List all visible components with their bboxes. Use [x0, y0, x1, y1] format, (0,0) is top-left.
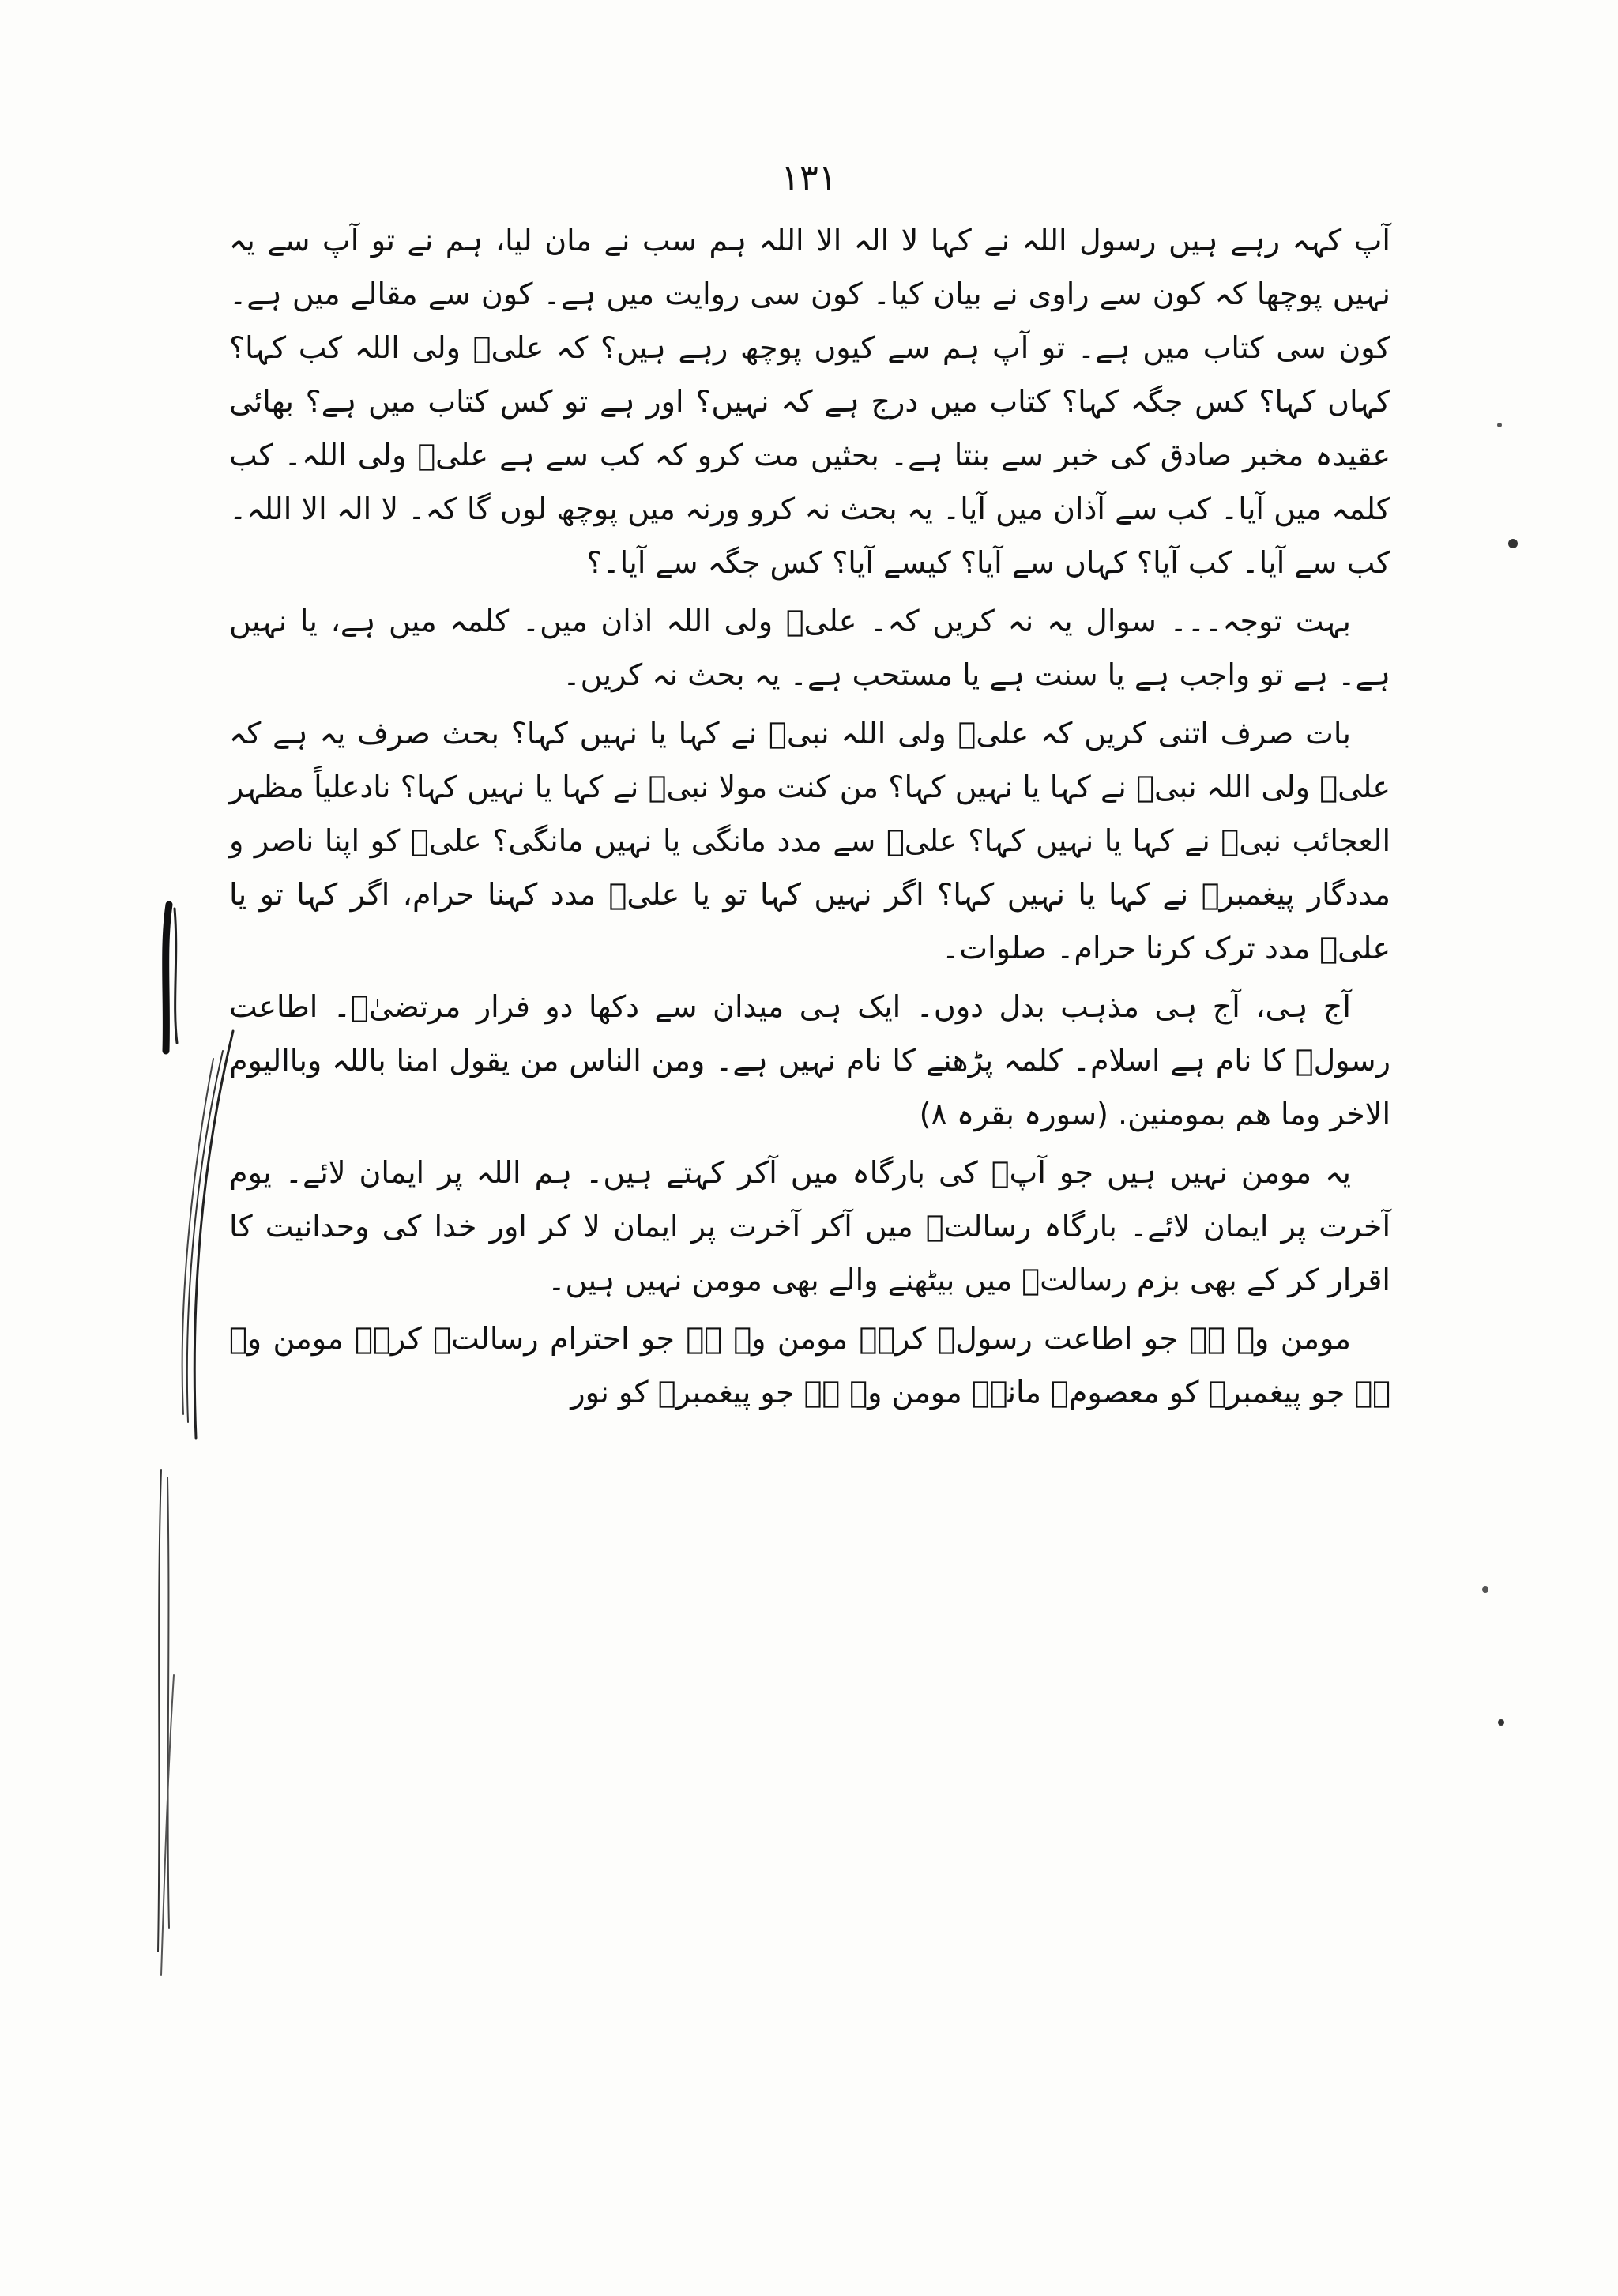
margin-stroke-1 — [166, 905, 169, 1051]
margin-stroke-5 — [182, 1059, 213, 1414]
margin-stroke-2 — [175, 909, 177, 1043]
scan-speck-4 — [1498, 1719, 1504, 1726]
paragraph-5: یہ مومن نہیں ہیں جو آپؐ کی بارگاہ میں آکر کہتے ہیں۔ ہم اللہ پر ایمان لائے۔ یوم آخرت پر ایمان لائے۔ بارگاہ رسالتؐ میں آکر آخرت پر ایمان لا کر اور خدا کی وحدانیت کا اقرار کر کے بھی بزم رسالتؐ میں بیٹھنے والے بھی مومن نہیں ہیں۔ — [229, 1155, 1390, 1297]
paragraph-1: آپ کہہ رہے ہیں رسول اللہ نے کہا لا الہ الا اللہ ہم سب نے مان لیا، ہم نے تو آپ سے یہ نہیں پوچھا کہ کون سے راوی نے بیان کیا۔ کون سی روایت میں ہے۔ کون سے مقالے میں ہے۔ کون سی کتاب میں ہے۔ تو آپ ہم سے کیوں پوچھ رہے ہیں؟ کہ علیؑ ولی اللہ کب کہا؟ کہاں کہا؟ کس جگہ کہا؟ کتاب میں درج ہے کہ نہیں؟ اور ہے تو کس کتاب میں ہے؟ بھائی عقیدہ مخبر صادق کی خبر سے بنتا ہے۔ بحثیں مت کرو کہ کب سے ہے علیؑ ولی اللہ۔ کب کلمہ میں آیا۔ کب سے آذان میں آیا۔ یہ بحث نہ کرو ورنہ میں پوچھ لوں گا کہ۔ لا الہ الا اللہ۔ کب سے آیا۔ کب آیا؟ کہاں سے آیا؟ کیسے آیا؟ کس جگہ سے آیا۔؟ — [229, 223, 1390, 580]
scan-speck-1 — [1497, 423, 1502, 427]
scan-speck-3 — [1482, 1586, 1488, 1593]
paragraph-2: بہت توجہ۔۔۔ سوال یہ نہ کریں کہ۔ علیؑ ولی اللہ اذان میں۔ کلمہ میں ہے، یا نہیں ہے۔ ہے تو واجب ہے یا سنت ہے یا مستحب ہے۔ یہ بحث نہ کریں۔ — [229, 604, 1390, 692]
body-text — [229, 213, 1390, 1424]
paragraph-3: بات صرف اتنی کریں کہ علیؑ ولی اللہ نبیؐ نے کہا یا نہیں کہا؟ بحث صرف یہ ہے کہ علیؑ ولی اللہ نبیؐ نے کہا یا نہیں کہا؟ من کنت مولا نبیؐ نے کہا یا نہیں کہا؟ نادعلیاً مظہر العجائب نبیؐ نے کہا یا نہیں کہا؟ علیؑ سے مدد مانگی یا نہیں مانگی؟ علیؑ کو اپنا ناصر و مددگار پیغمبرؐ نے کہا یا نہیں کہا؟ اگر نہیں کہا تو یا علیؑ مدد کہنا حرام، اگر کہا تو یا علیؑ مدد ترک کرنا حرام۔ صلوات۔ — [229, 716, 1390, 965]
margin-stroke-4 — [187, 1051, 223, 1422]
paragraph-6: مومن وہ ہے جو اطاعت رسولؐ کرے۔ مومن وہ ہے جو احترام رسالتؐ کرے۔ مومن وہ ہے جو پیغمبرؐ کو معصومؑ مانے۔ مومن وہ ہے جو پیغمبرؐ کو نور — [229, 1321, 1390, 1410]
scan-speck-2 — [1508, 539, 1518, 548]
margin-stroke-3 — [194, 1031, 233, 1438]
margin-stroke-6 — [158, 1470, 161, 1952]
paragraph-4: آج ہی، آج ہی مذہب بدل دوں۔ ایک ہی میدان سے دکھا دو فرار مرتضیٰؑ۔ اطاعت رسولؐ کا نام ہے اسلام۔ کلمہ پڑھنے کا نام نہیں ہے۔ ومن الناس من یقول امنا باللہ وباالیوم الاخر وما ھم بمومنین. (سورہ بقرہ ٨) — [229, 989, 1390, 1131]
margin-stroke-8 — [161, 1675, 174, 1975]
page-number: ١٣١ — [781, 158, 837, 198]
margin-stroke-7 — [167, 1477, 169, 1928]
